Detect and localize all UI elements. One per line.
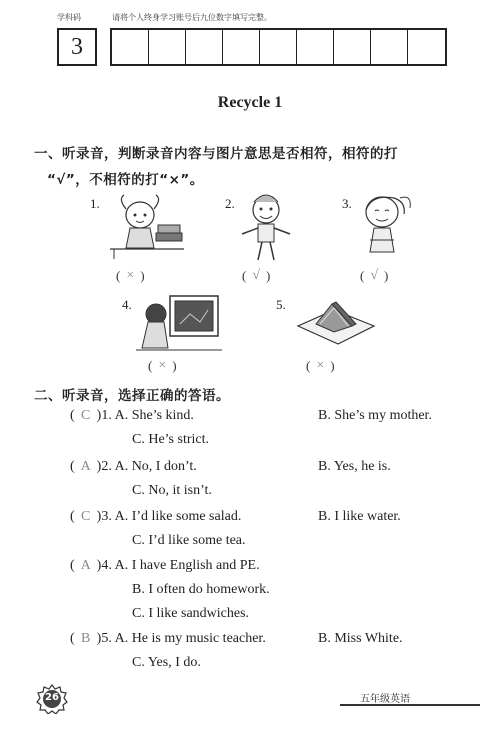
- question-2-option-c: C. No, it isn’t.: [132, 483, 212, 498]
- digit-cell[interactable]: [334, 30, 371, 64]
- question-5-row: ( B )5. A. He is my music teacher.: [70, 631, 266, 646]
- question-4-option-b: B. I often do homework.: [132, 582, 270, 597]
- digit-cell[interactable]: [408, 30, 445, 64]
- question-5-answer: B: [81, 631, 91, 646]
- question-1-option-a: A. She’s kind.: [114, 408, 194, 423]
- question-5-option-b: B. Miss White.: [318, 631, 403, 646]
- section1-heading-line1: 一、听录音，判断录音内容与图片意思是否相符，相符的打: [34, 146, 398, 162]
- digit-cell[interactable]: [371, 30, 408, 64]
- page-title: Recycle 1: [217, 94, 283, 111]
- item-5-answer: ( × ): [306, 358, 335, 373]
- question-2-option-b: B. Yes, he is.: [318, 459, 391, 474]
- question-5-option-c: C. Yes, I do.: [132, 655, 201, 670]
- subject-code-label: 学科码: [57, 13, 81, 22]
- question-3-option-b: B. I like water.: [318, 509, 401, 524]
- question-3-option-a: A. I’d like some salad.: [114, 509, 242, 524]
- question-3-option-c: C. I’d like some tea.: [132, 533, 246, 548]
- item-4-number: 4.: [122, 297, 132, 312]
- item-3-answer: ( √ ): [360, 268, 389, 283]
- account-digit-boxes: [110, 28, 447, 66]
- digit-cell[interactable]: [186, 30, 223, 64]
- question-1-row: ( C )1. A. She’s kind.: [70, 408, 194, 423]
- item-2-number: 2.: [225, 196, 235, 211]
- digit-cell[interactable]: [223, 30, 260, 64]
- question-3-answer: C: [81, 509, 91, 524]
- item-2-answer: ( √ ): [242, 268, 271, 283]
- sandwich-picture: [294, 296, 378, 348]
- section2-heading: 二、听录音，选择正确的答语。: [34, 388, 230, 404]
- question-4-option-a: A. I have English and PE.: [114, 558, 260, 573]
- digit-cell[interactable]: [149, 30, 186, 64]
- question-5-option-a: A. He is my music teacher.: [114, 631, 266, 646]
- section1-heading-line2: “√”，不相符的打“×”。: [47, 172, 204, 188]
- question-2-answer: A: [80, 459, 91, 474]
- digit-cell[interactable]: [297, 30, 334, 64]
- subject-code-value: 3: [71, 33, 83, 60]
- digit-cell[interactable]: [260, 30, 297, 64]
- subject-code-box: [57, 28, 97, 66]
- question-4-option-c: C. I like sandwiches.: [132, 606, 250, 621]
- page-number: 26: [45, 692, 59, 703]
- question-1-answer: C: [81, 408, 91, 423]
- question-2-row: ( A )2. A. No, I don’t.: [70, 459, 197, 474]
- item-1-number: 1.: [90, 196, 100, 211]
- item-1-answer: ( × ): [116, 268, 145, 283]
- account-instruction: 请将个人终身学习账号后九位数字填写完整。: [112, 13, 272, 22]
- question-1-option-c: C. He’s strict.: [132, 432, 209, 447]
- question-2-option-a: A. No, I don’t.: [114, 459, 197, 474]
- item-3-number: 3.: [342, 196, 352, 211]
- item-4-answer: ( × ): [148, 358, 177, 373]
- question-4-answer: A: [80, 558, 91, 573]
- question-1-option-b: B. She’s my mother.: [318, 408, 432, 423]
- smiling-girl-picture: [352, 190, 416, 264]
- question-3-row: ( C )3. A. I’d like some salad.: [70, 509, 242, 524]
- girl-reading-picture: [100, 193, 186, 261]
- cheering-boy-picture: [236, 190, 296, 264]
- boy-watching-tv-picture: [134, 292, 224, 356]
- grade-label: 五年级英语: [360, 694, 410, 705]
- item-5-number: 5.: [276, 297, 286, 312]
- digit-cell[interactable]: [112, 30, 149, 64]
- question-4-row: ( A )4. A. I have English and PE.: [70, 558, 260, 573]
